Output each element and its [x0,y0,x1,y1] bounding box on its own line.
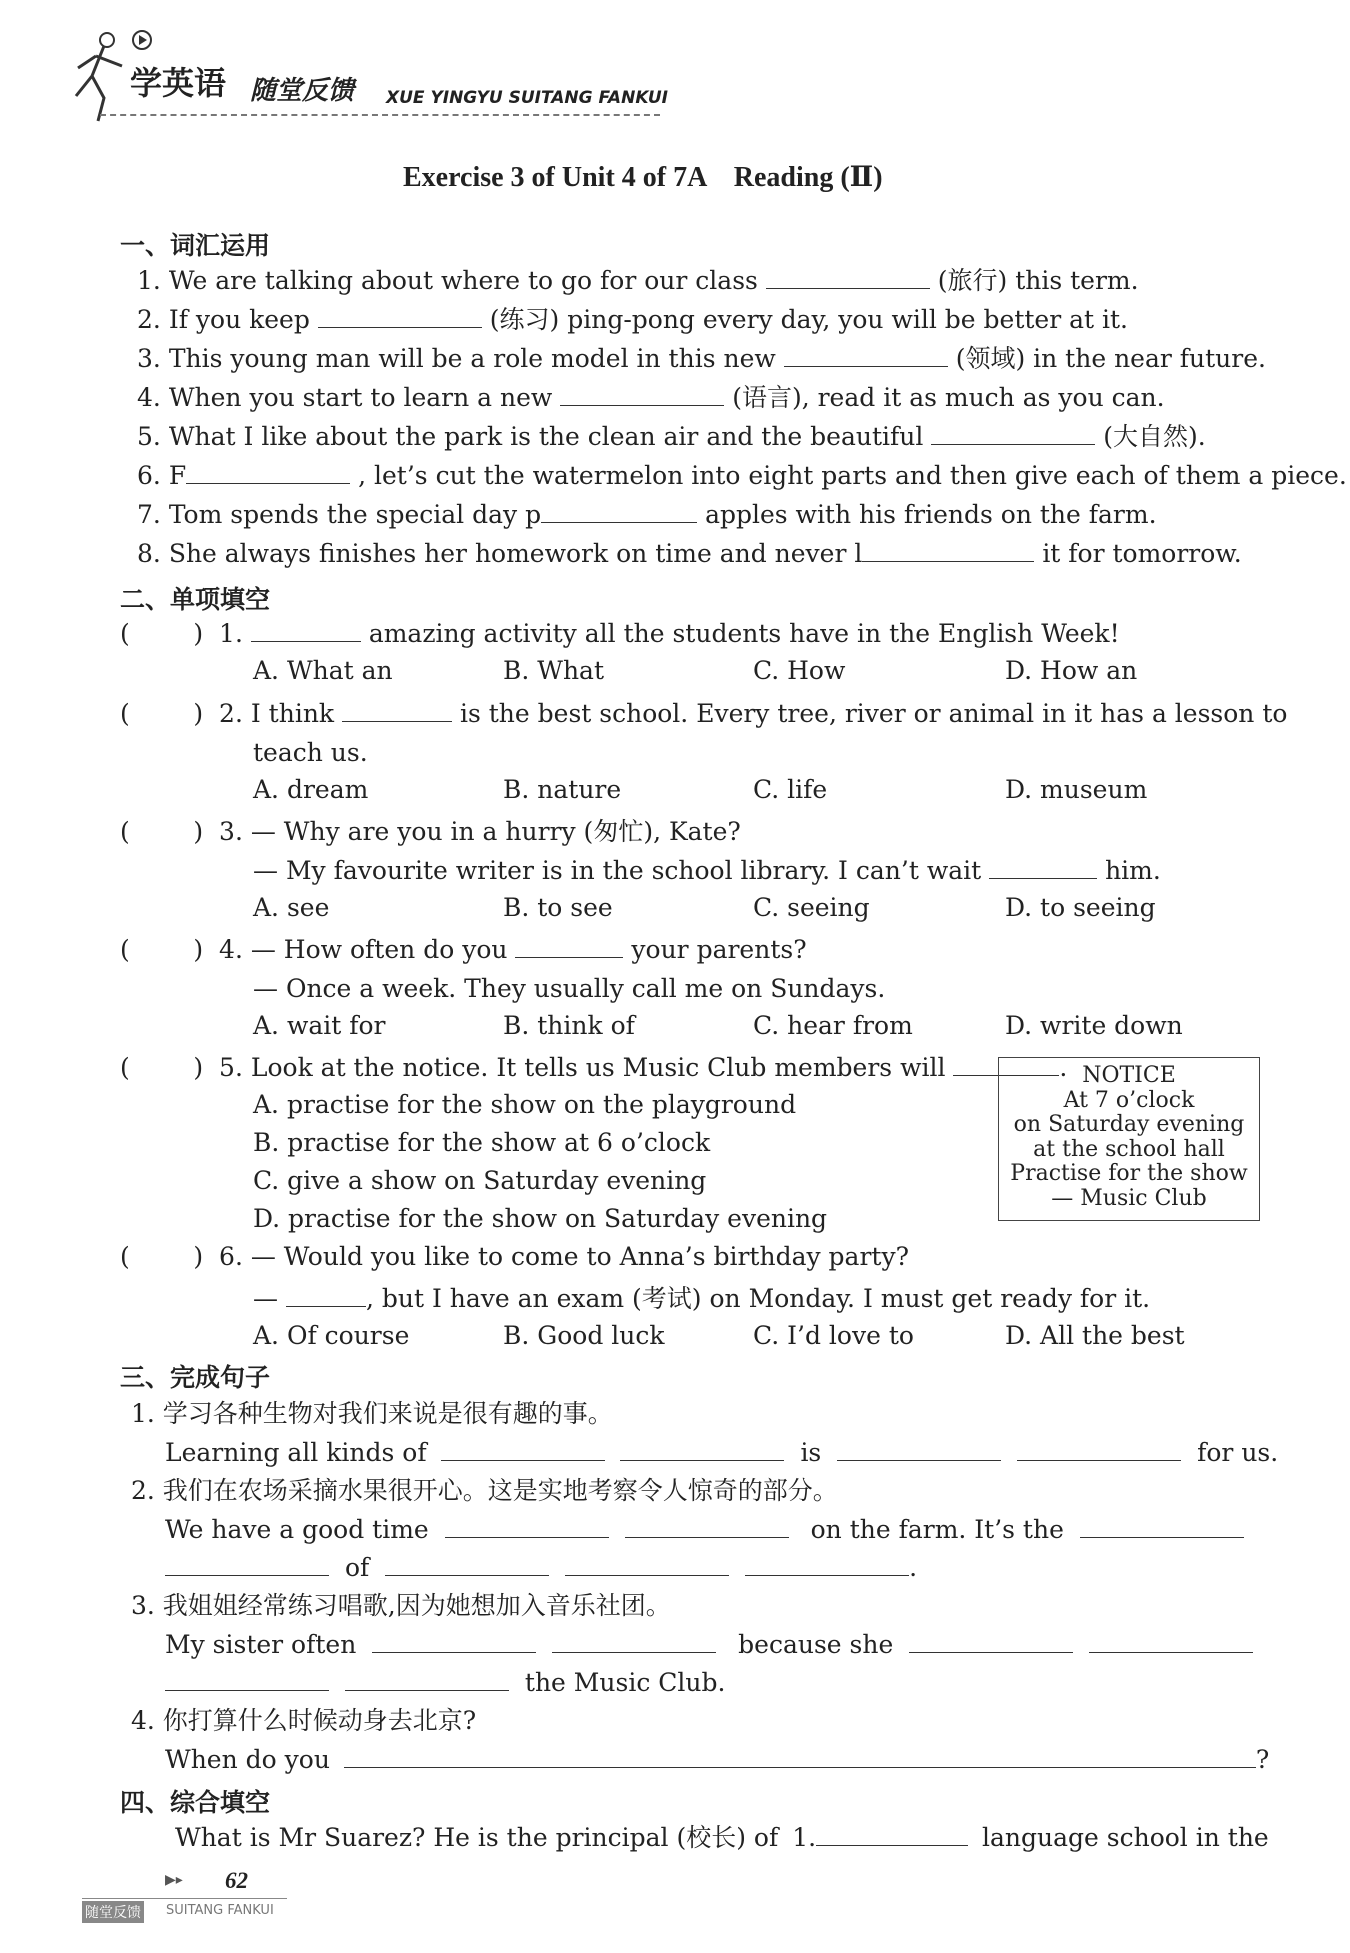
answer-blank[interactable] [625,1513,789,1538]
answer-blank[interactable] [345,1666,509,1691]
s3-4-english: When do you ? [165,1745,1270,1774]
s3-3-english: My sister often because she [165,1626,1253,1664]
answer-blank[interactable] [784,342,948,367]
answer-blank[interactable] [441,1436,605,1461]
answer-blank[interactable] [837,1436,1001,1461]
q2-option-c[interactable]: C. life [753,775,828,804]
answer-blank[interactable] [620,1436,784,1461]
q3-option-b[interactable]: B. to see [503,893,613,922]
q4-stem-2: — Once a week. They usually call me on Sundays. [253,974,886,1003]
header-pinyin: XUE YINGYU SUITANG FANKUI [386,88,669,108]
q1-option-c[interactable]: C. How [753,656,846,685]
footer-tag: 随堂反馈 [82,1901,144,1923]
footer-rule [82,1898,287,1899]
notice-title: NOTICE [1082,1063,1176,1088]
answer-blank[interactable] [989,854,1097,879]
answer-paren[interactable]: ( ) [120,935,204,964]
q6-stem-2: — , but I have an exam (考试) on Monday. I must get ready for it. [253,1284,1151,1313]
q4-option-b[interactable]: B. think of [503,1011,635,1040]
s3-1-chinese: 1. 学习各种生物对我们来说是很有趣的事。 [131,1399,613,1428]
q6-option-d[interactable]: D. All the best [1005,1321,1185,1350]
section-4-heading: 四、综合填空 [120,1788,271,1817]
q4-option-d[interactable]: D. write down [1005,1011,1183,1040]
q6-stem: ( ) 6. — Would you like to come to Anna’s birthday party? [120,1242,909,1271]
q2-option-b[interactable]: B. nature [503,775,622,804]
answer-blank[interactable] [251,617,361,642]
play-arrows-icon: ▶▸ [165,1872,183,1888]
answer-blank[interactable] [931,420,1095,445]
s1-item-1: 1. We are talking about where to go for our class (旅行) this term. [137,266,1139,295]
q5-option-d[interactable]: D. practise for the show on Saturday evening [253,1204,828,1233]
s3-4-chinese: 4. 你打算什么时候动身去北京? [131,1706,477,1735]
q5-stem: ( ) 5. Look at the notice. It tells us Music Club members will . [120,1053,1068,1082]
s3-2-chinese: 2. 我们在农场采摘水果很开心。这是实地考察令人惊奇的部分。 [131,1476,838,1505]
s1-item-5: 5. What I like about the park is the clean air and the beautiful (大自然). [137,422,1206,451]
page-number: 62 [225,1868,248,1893]
answer-blank[interactable] [344,1743,1256,1768]
answer-blank[interactable] [909,1628,1073,1653]
answer-blank[interactable] [342,697,452,722]
q3-option-a[interactable]: A. see [253,893,330,922]
footer-pinyin: SUITANG FANKUI [166,1903,274,1918]
q6-option-a[interactable]: A. Of course [253,1321,410,1350]
s1-item-6: 6. F , let’s cut the watermelon into eight parts and then give each of them a piece. [137,461,1347,490]
answer-blank[interactable] [445,1513,609,1538]
answer-paren[interactable]: ( ) [120,699,204,728]
s1-item-7: 7. Tom spends the special day p apples with his friends on the farm. [137,500,1157,529]
answer-paren[interactable]: ( ) [120,817,204,846]
q1-option-b[interactable]: B. What [503,656,605,685]
answer-blank[interactable] [165,1666,329,1691]
s3-3-chinese: 3. 我姐姐经常练习唱歌,因为她想加入音乐社团。 [131,1591,671,1620]
s3-2-english-cont: of . [165,1549,917,1587]
answer-blank[interactable] [766,264,930,289]
section-2-heading: 二、单项填空 [120,585,271,614]
s4-passage-line: What is Mr Suarez? He is the principal (校长) of 1. language school in the [175,1823,1269,1852]
q1-stem: ( ) 1. amazing activity all the students have in the English Week! [120,619,1120,648]
q4-option-c[interactable]: C. hear from [753,1011,913,1040]
notice-line: At 7 o’clock [1063,1087,1195,1113]
header-divider [100,114,660,116]
q2-stem: ( ) 2. I think is the best school. Every tree, river or animal in it has a lesson to [120,699,1288,728]
answer-blank[interactable] [515,933,623,958]
q6-option-b[interactable]: B. Good luck [503,1321,665,1350]
notice-line: on Saturday evening [1013,1112,1245,1137]
q4-stem: ( ) 4. — How often do you your parents? [120,935,807,964]
s3-2-english: We have a good time on the farm. It’s the [165,1511,1244,1549]
answer-blank[interactable] [745,1551,909,1576]
answer-blank[interactable] [552,1628,716,1653]
s1-item-3: 3. This young man will be a role model in this new (领域) in the near future. [137,344,1266,373]
q6-option-c[interactable]: C. I’d love to [753,1321,914,1350]
answer-blank[interactable] [165,1551,329,1576]
q1-option-d[interactable]: D. How an [1005,656,1138,685]
header-cn-title: 学英语 [130,64,227,102]
s3-1-english: Learning all kinds of is for us. [165,1438,1279,1467]
answer-blank[interactable] [541,498,697,523]
q2-stem-cont: teach us. [253,738,368,767]
notice-line: Practise for the show [1010,1161,1248,1186]
answer-blank[interactable] [372,1628,536,1653]
answer-blank[interactable] [816,1821,968,1846]
notice-box [998,1057,1260,1221]
q2-option-a[interactable]: A. dream [253,775,369,804]
answer-paren[interactable]: ( ) [120,619,204,648]
q3-stem-2: — My favourite writer is in the school library. I can’t wait him. [253,856,1161,885]
q3-option-d[interactable]: D. to seeing [1005,893,1156,922]
answer-blank[interactable] [286,1282,366,1307]
q4-option-a[interactable]: A. wait for [253,1011,386,1040]
page-title: Exercise 3 of Unit 4 of 7A Reading (Ⅱ) [403,162,883,193]
notice-signature: — Music Club [1051,1185,1207,1211]
q3-option-c[interactable]: C. seeing [753,893,870,922]
answer-blank[interactable] [1080,1513,1244,1538]
section-1-heading: 一、词汇运用 [120,231,271,260]
q3-stem: ( ) 3. — Why are you in a hurry (匆忙), Kate? [120,817,741,846]
answer-blank[interactable] [186,459,350,484]
q1-option-a[interactable]: A. What an [253,656,393,685]
q5-option-a[interactable]: A. practise for the show on the playground [253,1090,797,1119]
answer-paren[interactable]: ( ) [120,1053,204,1082]
s1-item-8: 8. She always finishes her homework on time and never l it for tomorrow. [137,539,1242,568]
q5-option-c[interactable]: C. give a show on Saturday evening [253,1166,707,1195]
answer-blank[interactable] [1089,1628,1253,1653]
answer-blank[interactable] [1017,1436,1181,1461]
answer-blank[interactable] [862,537,1034,562]
answer-blank[interactable] [560,381,724,406]
header-cn-sub: 随堂反馈 [250,76,355,106]
s1-item-2: 2. If you keep (练习) ping-pong every day, you will be better at it. [137,305,1128,334]
answer-blank[interactable] [318,303,482,328]
answer-blank[interactable] [385,1551,549,1576]
q5-option-b[interactable]: B. practise for the show at 6 o’clock [253,1128,711,1157]
answer-blank[interactable] [565,1551,729,1576]
notice-line: at the school hall [1033,1136,1225,1162]
answer-paren[interactable]: ( ) [120,1242,204,1271]
section-3-heading: 三、完成句子 [120,1363,271,1392]
q2-option-d[interactable]: D. museum [1005,775,1148,804]
s3-3-english-cont: the Music Club. [165,1664,725,1702]
s1-item-4: 4. When you start to learn a new (语言), read it as much as you can. [137,383,1165,412]
